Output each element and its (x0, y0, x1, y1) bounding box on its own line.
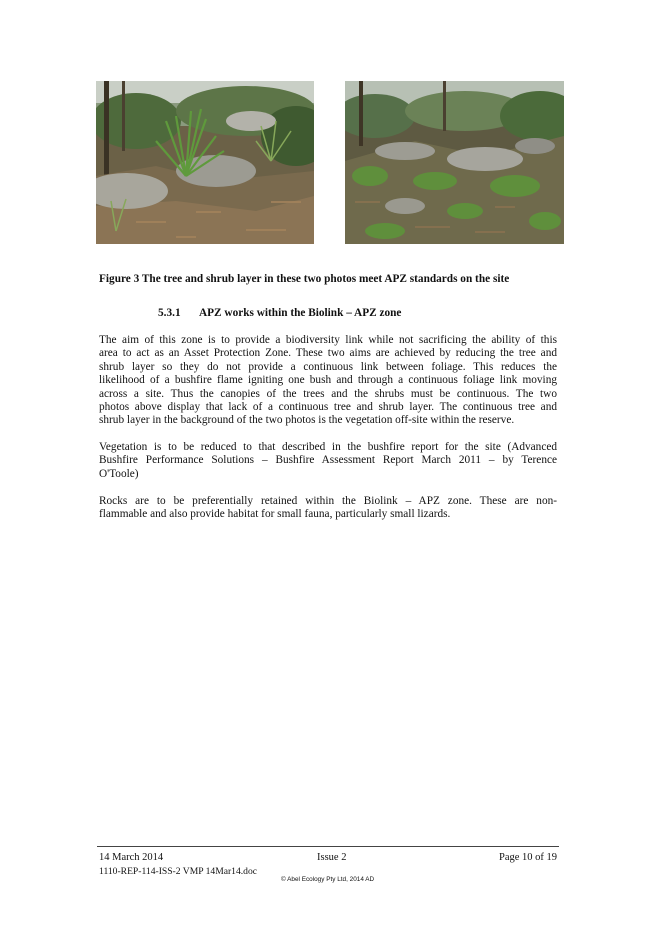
figure-caption: Figure 3 The tree and shrub layer in these two photos meet APZ standards on the site (99, 273, 510, 285)
paragraph-line: shrub layer in the background of the two photos is the vegetation off-site within the reserve. (99, 414, 515, 427)
figure-photo-left (96, 81, 314, 244)
paragraph-rocks (99, 495, 557, 522)
paragraph-aim (99, 334, 557, 428)
section-number: 5.3.1 (158, 307, 181, 319)
paragraph-line: The aim of this zone is to provide a biodiversity link while not sacrificing the ability of this (99, 334, 557, 346)
paragraph-line: O'Toole) (99, 467, 139, 480)
footer-page-number: Page 10 of 19 (499, 852, 558, 863)
paragraph-line: flammable and also provide habitat for small fauna, particularly small lizards. (99, 508, 451, 521)
paragraph-line: across a site. Thus the canopies of the trees and the shrubs must be continuous. The two (99, 387, 557, 400)
figure-photo-right (345, 81, 564, 244)
paragraph-vegetation (99, 441, 557, 481)
footer-date: 14 March 2014 (99, 852, 164, 863)
forest-photo-rocks-ferns-icon (345, 81, 564, 244)
paragraph-line: Vegetation is to be reduced to that described in the bushfire report for the site (Advanced (99, 441, 557, 453)
footer-file-name: 1110-REP-114-ISS-2 VMP 14Mar14.doc (99, 866, 258, 877)
paragraph-line: Bushfire Performance Solutions – Bushfire Assessment Report March 2011 – by Terence (99, 454, 557, 467)
section-title: APZ works within the Biolink – APZ zone (199, 307, 402, 319)
paragraph-line: area to act as an Asset Protection Zone. These two aims are achieved by reducing the tree and (99, 347, 557, 360)
footer-divider (97, 846, 559, 847)
paragraph-line: photos above display that lack of a continuous tree and shrub layer. The continuous tree and (99, 401, 557, 414)
paragraph-line: likelihood of a bushfire flame igniting one bush and through a continuous foliage link moving (99, 374, 557, 387)
footer-issue: Issue 2 (317, 852, 347, 863)
forest-photo-rocks-grass-tree-icon (96, 81, 314, 244)
paragraph-line: Rocks are to be preferentially retained within the Biolink – APZ zone. These are non- (99, 495, 557, 507)
footer-copyright: © Abel Ecology Pty Ltd, 2014 AD (281, 876, 375, 883)
paragraph-line: shrub layer so they do not provide a continuous link between foliage. This reduces the (99, 360, 557, 373)
